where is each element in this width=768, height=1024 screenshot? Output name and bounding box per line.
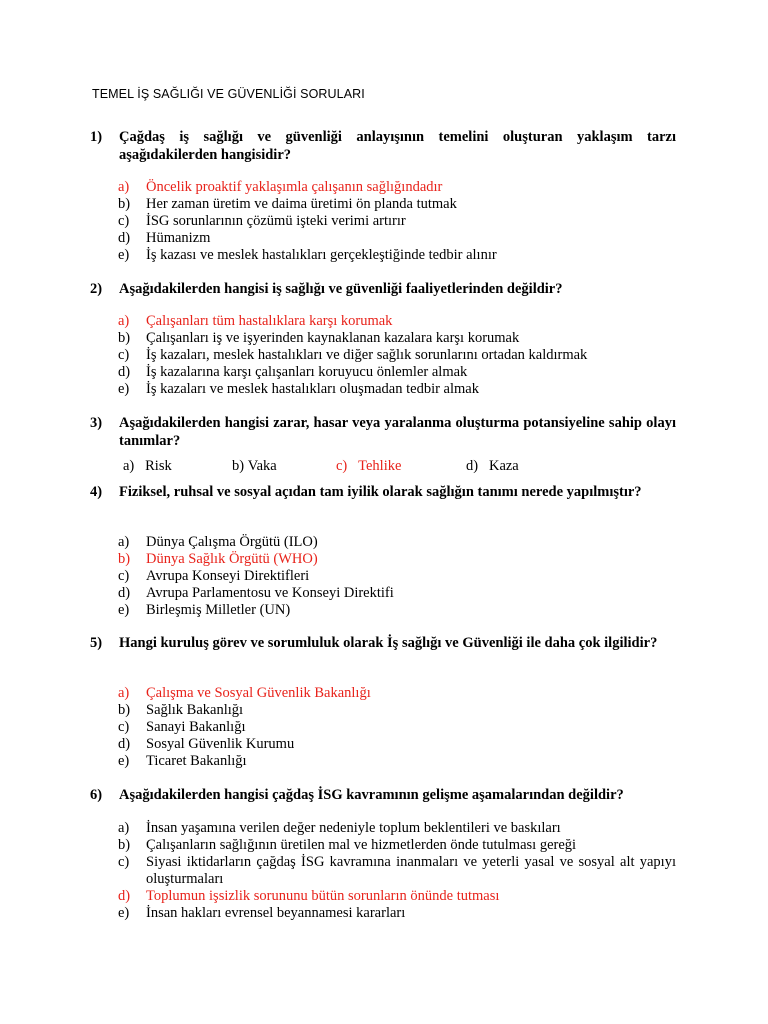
option-letter: d)	[118, 888, 131, 904]
option-text: Siyasi iktidarların çağdaş İSG kavramına inanmaları ve yeterli yasal ve sosyal alt yapıyı oluşturmaları	[146, 854, 676, 887]
question-text: Aşağıdakilerden hangisi iş sağlığı ve güvenliği faaliyetlerinden değildir?	[119, 281, 563, 297]
option-text: Tehlike	[358, 458, 402, 474]
option-text: Çalışanları iş ve işyerinden kaynaklanan kazalara karşı korumak	[146, 330, 520, 346]
question-number: 3)	[90, 415, 103, 431]
question-text: Aşağıdakilerden hangisi çağdaş İSG kavramının gelişme aşamalarından değildir?	[119, 787, 624, 803]
option-letter: d)	[466, 458, 479, 474]
option-letter: a)	[118, 534, 130, 550]
question-text: Çağdaş iş sağlığı ve güvenliği anlayışının temelini oluşturan yaklaşım tarzı aşağıdakilerden hangisidir?	[119, 129, 676, 163]
option-letter: a)	[118, 313, 130, 329]
option-letter: a)	[118, 685, 130, 701]
option-letter: a)	[118, 820, 130, 836]
option-text: İş kazalarına karşı çalışanları koruyucu önlemler almak	[146, 364, 468, 380]
option-letter: c)	[118, 347, 130, 363]
option-letter: e)	[118, 753, 130, 769]
option-text: İş kazası ve meslek hastalıkları gerçekleştiğinde tedbir alınır	[146, 247, 497, 263]
option-letter: b)	[118, 702, 131, 718]
option-text: Sağlık Bakanlığı	[146, 702, 244, 718]
question-number: 6)	[90, 787, 103, 803]
option-text: Avrupa Parlamentosu ve Konseyi Direktifi	[146, 585, 394, 601]
option-letter: a)	[118, 179, 130, 195]
option-text: Ticaret Bakanlığı	[146, 753, 247, 769]
option-c[interactable]	[336, 458, 401, 475]
question-number: 5)	[90, 635, 103, 651]
option-letter: b)	[118, 196, 131, 212]
option-text: Sanayi Bakanlığı	[146, 719, 246, 735]
option-letter: d)	[118, 736, 131, 752]
option-text: Dünya Çalışma Örgütü (ILO)	[146, 534, 318, 550]
option-text: Birleşmiş Milletler (UN)	[146, 602, 291, 618]
option-text: Öncelik proaktif yaklaşımla çalışanın sağlığındadır	[146, 179, 443, 195]
option-text: Çalışanları tüm hastalıklara karşı korumak	[146, 313, 393, 329]
question-text: Hangi kuruluş görev ve sorumluluk olarak İş sağlığı ve Güvenliği ile daha çok ilgilidir?	[119, 635, 658, 651]
option-text: İş kazaları ve meslek hastalıkları oluşmadan tedbir almak	[146, 381, 479, 397]
option-text: Risk	[145, 458, 172, 474]
option-letter: b)	[118, 551, 131, 567]
option-letter: d)	[118, 230, 131, 246]
option-text: İSG sorunlarının çözümü işteki verimi artırır	[146, 213, 406, 229]
question-number: 1)	[90, 129, 103, 145]
page-title: TEMEL İŞ SAĞLIĞI VE GÜVENLİĞİ SORULARI	[92, 87, 365, 101]
option-text: Sosyal Güvenlik Kurumu	[146, 736, 295, 752]
option-letter: e)	[118, 247, 130, 263]
option-text: Çalışma ve Sosyal Güvenlik Bakanlığı	[146, 685, 371, 701]
option-letter: c)	[118, 719, 130, 735]
option-letter: b)	[118, 837, 131, 853]
option-text: Hümanizm	[146, 230, 211, 246]
option-letter: b)	[118, 330, 131, 346]
option-letter: c)	[118, 854, 130, 870]
option-text: Çalışanların sağlığının üretilen mal ve hizmetlerden önde tutulması gereği	[146, 837, 577, 853]
option-letter: b)	[232, 458, 245, 474]
option-text: İnsan yaşamına verilen değer nedeniyle toplum beklentileri ve baskıları	[146, 820, 561, 836]
option-b[interactable]	[232, 458, 277, 475]
question-text: Aşağıdakilerden hangisi zarar, hasar veya yaralanma oluşturma potansiyeline sahip olayı tanımlar?	[119, 415, 676, 449]
option-text: Kaza	[488, 458, 519, 474]
option-text: İnsan hakları evrensel beyannamesi kararları	[146, 905, 406, 921]
option-letter: d)	[118, 585, 131, 601]
option-text: Vaka	[247, 458, 277, 474]
option-letter: e)	[118, 381, 130, 397]
option-letter: c)	[118, 213, 130, 229]
option-letter: c)	[336, 458, 348, 474]
option-letter: e)	[118, 602, 130, 618]
option-letter: a)	[123, 458, 135, 474]
option-letter: d)	[118, 364, 131, 380]
option-text: Dünya Sağlık Örgütü (WHO)	[146, 551, 318, 567]
option-letter: c)	[118, 568, 130, 584]
option-d[interactable]	[466, 458, 519, 475]
question-number: 2)	[90, 281, 103, 297]
option-letter: e)	[118, 905, 130, 921]
option-text: Avrupa Konseyi Direktifleri	[146, 568, 310, 584]
option-a[interactable]	[123, 458, 172, 475]
option-text: İş kazaları, meslek hastalıkları ve diğer sağlık sorunlarını ortadan kaldırmak	[146, 347, 588, 363]
option-text: Her zaman üretim ve daima üretimi ön planda tutmak	[146, 196, 457, 212]
question-text: Fiziksel, ruhsal ve sosyal açıdan tam iyilik olarak sağlığın tanımı nerede yapılmıştır?	[119, 484, 642, 500]
question-number: 4)	[90, 484, 103, 500]
option-text: Toplumun işsizlik sorununu bütün sorunların önünde tutması	[146, 888, 500, 904]
